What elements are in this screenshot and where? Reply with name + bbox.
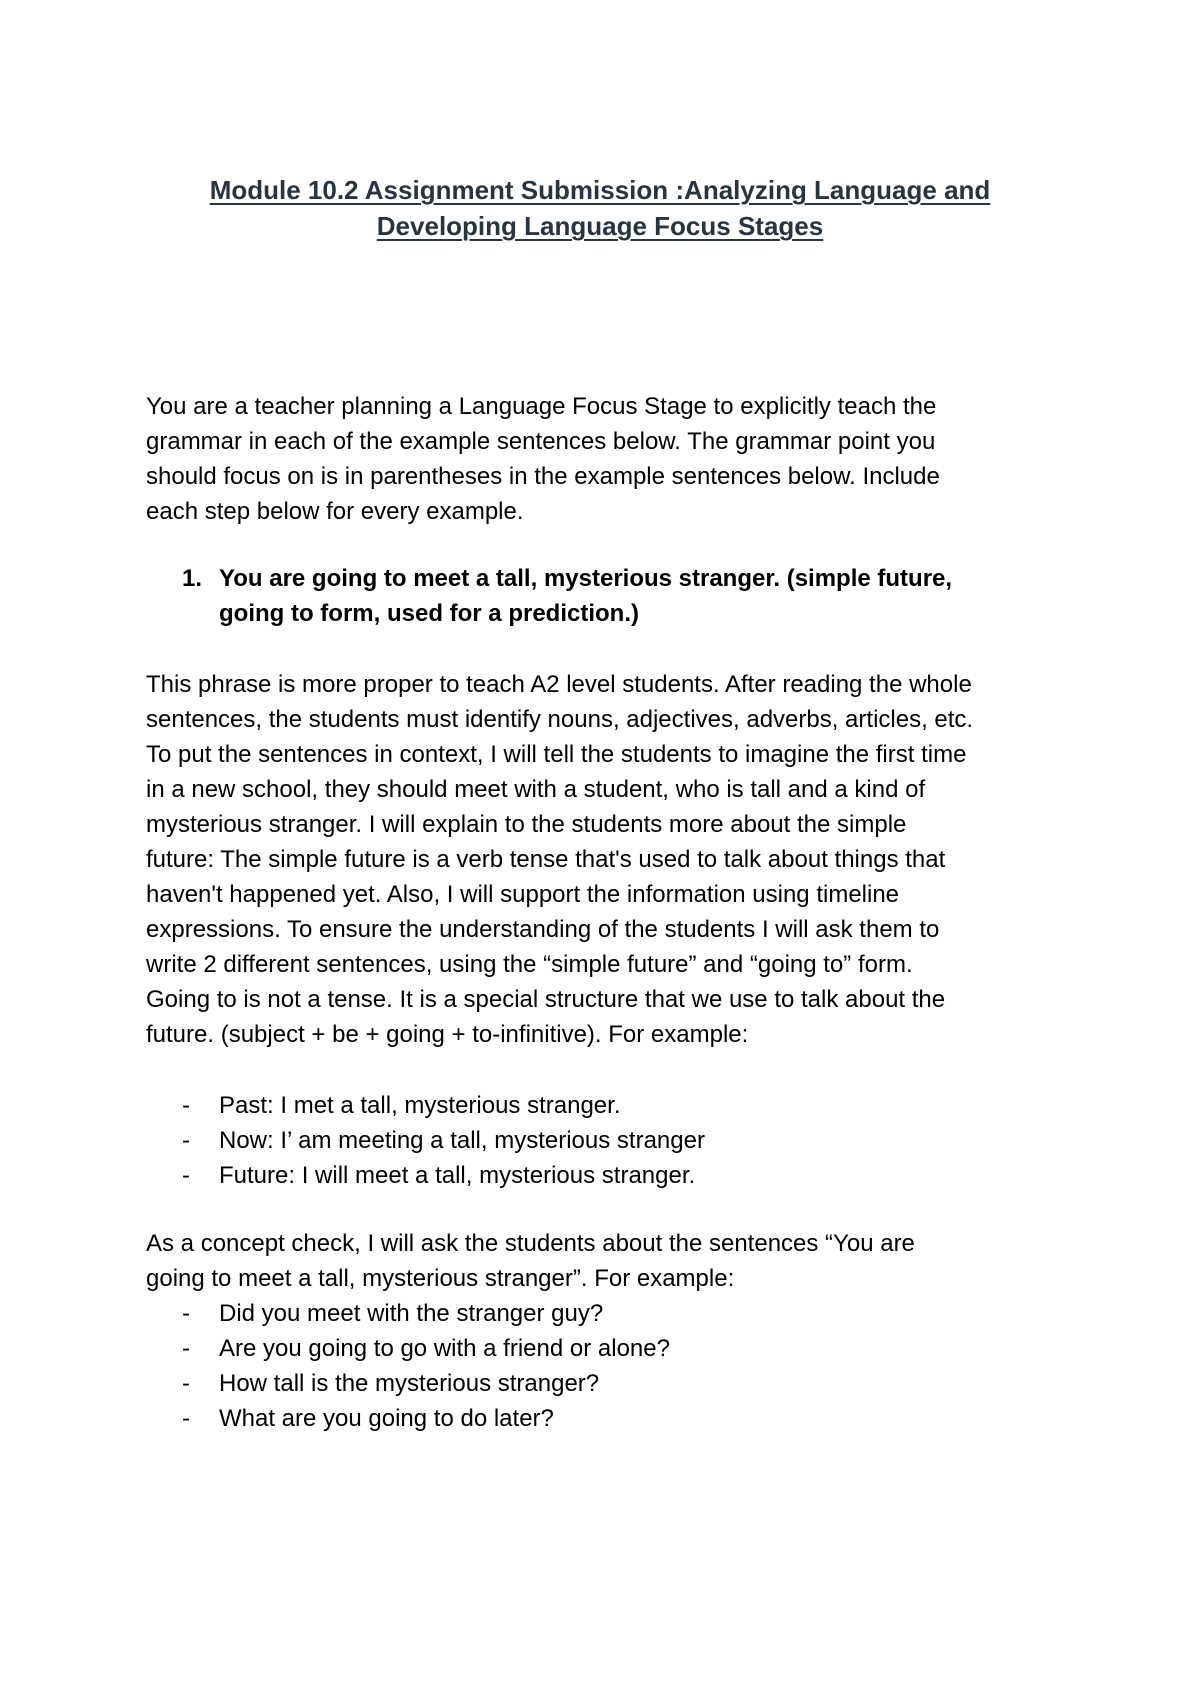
list-item xyxy=(146,1331,1046,1366)
intro-line: each step below for every example. xyxy=(146,498,524,525)
explanation-line: expressions. To ensure the understanding of the students I will ask them to xyxy=(146,916,940,943)
title-line-2: Developing Language Focus Stages xyxy=(376,211,824,241)
list-item-text: Did you meet with the stranger guy? xyxy=(219,1300,604,1327)
intro-line: should focus on is in parentheses in the example sentences below. Include xyxy=(146,463,940,490)
dash-bullet: - xyxy=(182,1370,190,1397)
list-item xyxy=(146,1088,1046,1123)
list-item xyxy=(146,1158,1046,1193)
concept-line: going to meet a tall, mysterious stranger”. For example: xyxy=(146,1265,735,1292)
explanation-line: write 2 different sentences, using the “simple future” and “going to” form. xyxy=(146,951,913,978)
item-text xyxy=(219,561,1046,631)
list-item xyxy=(146,1366,1046,1401)
item-number: 1. xyxy=(182,565,203,592)
explanation-line: sentences, the students must identify nouns, adjectives, adverbs, articles, etc. xyxy=(146,706,974,733)
intro-paragraph xyxy=(146,389,1086,529)
dash-bullet: - xyxy=(182,1405,190,1432)
explanation-paragraph xyxy=(146,667,1086,1052)
list-item-text: Are you going to go with a friend or alone? xyxy=(219,1335,670,1362)
dash-bullet: - xyxy=(182,1092,190,1119)
list-item-text: Now: I’ am meeting a tall, mysterious stranger xyxy=(219,1127,705,1154)
concept-questions-list xyxy=(146,1296,1046,1436)
list-item-text: How tall is the mysterious stranger? xyxy=(219,1370,600,1397)
tense-examples-list xyxy=(146,1088,1046,1193)
list-item-text: Past: I met a tall, mysterious stranger. xyxy=(219,1092,621,1119)
explanation-line: Going to is not a tense. It is a special structure that we use to talk about the xyxy=(146,986,946,1013)
dash-bullet: - xyxy=(182,1162,190,1189)
title-line-1: Module 10.2 Assignment Submission :Analyzing Language and xyxy=(209,175,991,205)
dash-bullet: - xyxy=(182,1127,190,1154)
numbered-item xyxy=(146,561,1046,631)
list-item xyxy=(146,1401,1046,1436)
item-line: going to form, used for a prediction.) xyxy=(219,600,639,627)
list-item-text: Future: I will meet a tall, mysterious stranger. xyxy=(219,1162,696,1189)
explanation-line: To put the sentences in context, I will tell the students to imagine the first time xyxy=(146,741,967,768)
list-item xyxy=(146,1123,1046,1158)
explanation-line: future: The simple future is a verb tense that's used to talk about things that xyxy=(146,846,946,873)
explanation-line: haven't happened yet. Also, I will support the information using timeline xyxy=(146,881,900,908)
dash-bullet: - xyxy=(182,1300,190,1327)
explanation-line: future. (subject + be + going + to-infinitive). For example: xyxy=(146,1021,749,1048)
explanation-line: in a new school, they should meet with a student, who is tall and a kind of xyxy=(146,776,926,803)
dash-bullet: - xyxy=(182,1335,190,1362)
intro-line: grammar in each of the example sentences below. The grammar point you xyxy=(146,428,936,455)
list-item-text: What are you going to do later? xyxy=(219,1405,554,1432)
explanation-line: This phrase is more proper to teach A2 level students. After reading the whole xyxy=(146,671,972,698)
concept-line: As a concept check, I will ask the students about the sentences “You are xyxy=(146,1230,915,1257)
list-item xyxy=(146,1296,1046,1331)
document-title xyxy=(0,172,1200,244)
item-line: You are going to meet a tall, mysterious stranger. (simple future, xyxy=(219,565,953,592)
concept-check-paragraph xyxy=(146,1226,1086,1296)
intro-line: You are a teacher planning a Language Focus Stage to explicitly teach the xyxy=(146,393,937,420)
explanation-line: mysterious stranger. I will explain to the students more about the simple xyxy=(146,811,907,838)
